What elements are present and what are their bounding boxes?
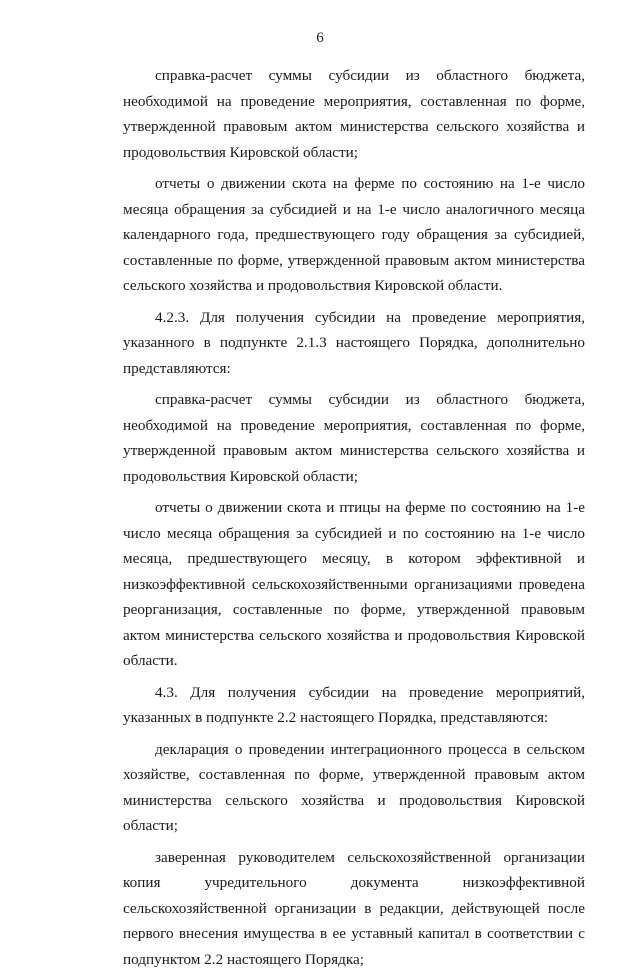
paragraph-2: отчеты о движении скота на ферме по состоянию на 1-е число месяца обращения за субсидией и на 1-е число аналогичного месяца календарного года, предшествующего году обращения за субсидией, составленные по форме, утвержденной правовым актом министерства сельского хозяйства и продовольствия Кировской области. bbox=[123, 175, 585, 294]
paragraph-7: декларация о проведении интеграционного процесса в сельском хозяйстве, составленная по форме, утвержденной правовым актом министерства сельского хозяйства и продовольствия Кировской области; bbox=[123, 740, 585, 834]
paragraph-5: отчеты о движении скота и птицы на ферме по состоянию на 1-е число месяца обращения за субсидией и по состоянию на 1-е число месяца, предшествующего месяцу, в котором эффективной и низкоэффективной сельскохозяйственными организациями проведена реорганизация, составленные по форме, утвержденной правовым актом министерства сельского хозяйства и продовольствия Кировской области. bbox=[123, 499, 585, 669]
document-body bbox=[123, 63, 585, 978]
paragraph-8: заверенная руководителем сельскохозяйственной организации копия учредительного документа низкоэффективной сельскохозяйственной организации в редакции, действующей после первого внесения имущества в ее уставный капитал в соответствии с подпунктом 2.2 настоящего Порядка; bbox=[123, 848, 585, 968]
paragraph-1: справка-расчет суммы субсидии из областного бюджета, необходимой на проведение мероприятия, составленная по форме, утвержденной правовым актом министерства сельского хозяйства и продовольствия Кировской области; bbox=[123, 67, 585, 161]
paragraph-4: справка-расчет суммы субсидии из областного бюджета, необходимой на проведение мероприятия, составленная по форме, утвержденной правовым актом министерства сельского хозяйства и продовольствия Кировской области; bbox=[123, 391, 585, 485]
paragraph-6: 4.3. Для получения субсидии на проведение мероприятий, указанных в подпункте 2.2 настоящего Порядка, представляются: bbox=[123, 683, 585, 726]
page-number: 6 bbox=[316, 30, 324, 46]
paragraph-3: 4.2.3. Для получения субсидии на проведение мероприятия, указанного в подпункте 2.1.3 настоящего Порядка, дополнительно представляются: bbox=[123, 308, 585, 377]
